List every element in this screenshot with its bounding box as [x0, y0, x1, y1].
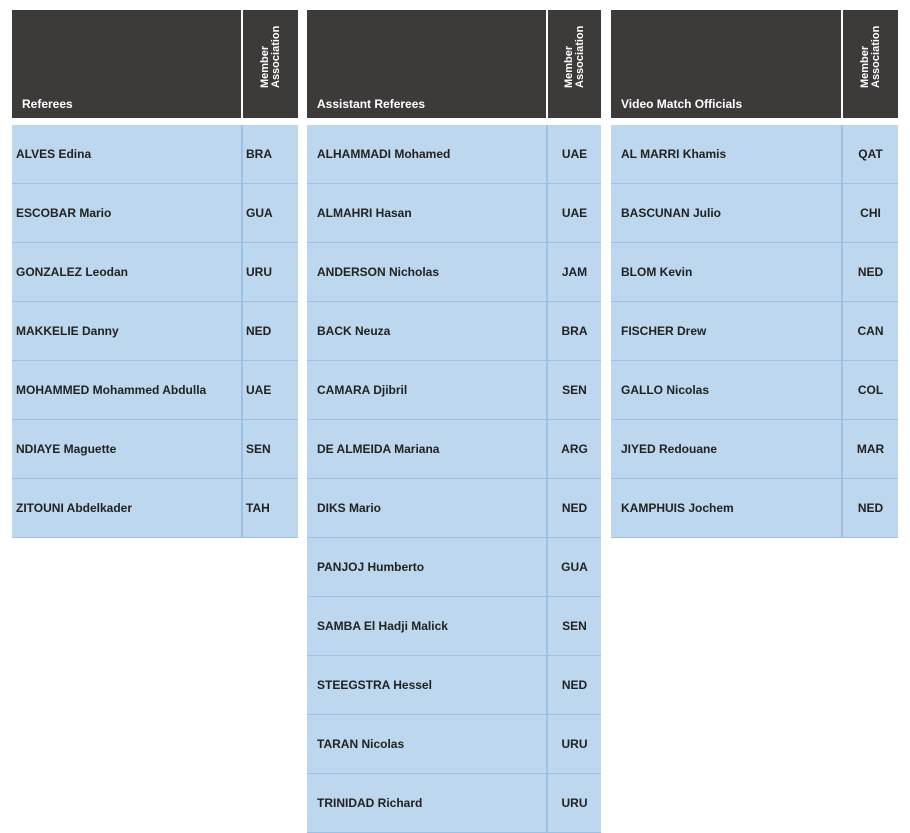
member-association-code: BRA [242, 125, 298, 184]
official-row [307, 125, 601, 184]
official-row [611, 361, 898, 420]
member-association-label: Member Association [258, 25, 282, 88]
video-match-officials-panel [611, 10, 898, 538]
member-association-code: NED [842, 243, 898, 302]
official-row [307, 715, 601, 774]
official-row [12, 302, 298, 361]
official-name: PANJOJ Humberto [307, 538, 547, 597]
official-name: ZITOUNI Abdelkader [12, 479, 242, 538]
video-match-officials-header: Video Match Officials [611, 10, 842, 118]
official-row [12, 184, 298, 243]
assistant-referees-header: Assistant Referees [307, 10, 547, 118]
member-association-code: SEN [547, 361, 601, 420]
official-row [611, 302, 898, 361]
member-association-code: JAM [547, 243, 601, 302]
member-association-code: SEN [242, 420, 298, 479]
official-name: BLOM Kevin [611, 243, 842, 302]
member-association-label: Member Association [858, 25, 882, 88]
official-name: ESCOBAR Mario [12, 184, 242, 243]
assistant-referees-rows [307, 125, 601, 833]
official-name: BACK Neuza [307, 302, 547, 361]
referees-table [12, 10, 298, 538]
official-row [611, 243, 898, 302]
official-row [307, 243, 601, 302]
assistant-referees-table [307, 10, 601, 833]
referees-rows [12, 125, 298, 538]
official-row [611, 184, 898, 243]
official-name: CAMARA Djibril [307, 361, 547, 420]
assistant-referees-panel [307, 10, 601, 833]
member-association-header [842, 10, 898, 118]
official-name: JIYED Redouane [611, 420, 842, 479]
official-name: SAMBA El Hadji Malick [307, 597, 547, 656]
official-name: GONZALEZ Leodan [12, 243, 242, 302]
member-association-code: UAE [547, 125, 601, 184]
member-association-code: COL [842, 361, 898, 420]
referees-header: Referees [12, 10, 242, 118]
official-name: ALVES Edina [12, 125, 242, 184]
official-row [611, 125, 898, 184]
official-row [12, 125, 298, 184]
member-association-header [547, 10, 601, 118]
official-name: KAMPHUIS Jochem [611, 479, 842, 538]
official-row [12, 420, 298, 479]
official-name: AL MARRI Khamis [611, 125, 842, 184]
referees-panel [12, 10, 298, 538]
official-name: ANDERSON Nicholas [307, 243, 547, 302]
member-association-label: Member Association [562, 25, 586, 88]
member-association-code: TAH [242, 479, 298, 538]
member-association-code: CHI [842, 184, 898, 243]
official-name: TRINIDAD Richard [307, 774, 547, 833]
member-association-code: BRA [547, 302, 601, 361]
official-row [611, 420, 898, 479]
official-name: MOHAMMED Mohammed Abdulla [12, 361, 242, 420]
member-association-code: UAE [242, 361, 298, 420]
member-association-code: NED [842, 479, 898, 538]
official-name: GALLO Nicolas [611, 361, 842, 420]
video-match-officials-table [611, 10, 898, 538]
official-name: TARAN Nicolas [307, 715, 547, 774]
official-row [307, 538, 601, 597]
official-name: ALMAHRI Hasan [307, 184, 547, 243]
official-name: MAKKELIE Danny [12, 302, 242, 361]
member-association-code: URU [242, 243, 298, 302]
member-association-code: URU [547, 715, 601, 774]
official-name: BASCUNAN Julio [611, 184, 842, 243]
member-association-code: QAT [842, 125, 898, 184]
official-row [307, 774, 601, 833]
member-association-code: NED [547, 479, 601, 538]
official-row [307, 656, 601, 715]
member-association-code: CAN [842, 302, 898, 361]
official-row [12, 479, 298, 538]
official-row [307, 361, 601, 420]
video-match-officials-rows [611, 125, 898, 538]
official-row [12, 361, 298, 420]
official-row [307, 479, 601, 538]
member-association-code: GUA [547, 538, 601, 597]
official-row [307, 597, 601, 656]
official-name: STEEGSTRA Hessel [307, 656, 547, 715]
member-association-code: MAR [842, 420, 898, 479]
official-name: NDIAYE Maguette [12, 420, 242, 479]
official-name: FISCHER Drew [611, 302, 842, 361]
member-association-code: NED [242, 302, 298, 361]
official-row [307, 302, 601, 361]
official-row [307, 184, 601, 243]
member-association-code: GUA [242, 184, 298, 243]
official-row [307, 420, 601, 479]
official-row [12, 243, 298, 302]
official-name: ALHAMMADI Mohamed [307, 125, 547, 184]
member-association-code: SEN [547, 597, 601, 656]
official-name: DIKS Mario [307, 479, 547, 538]
member-association-code: UAE [547, 184, 601, 243]
official-name: DE ALMEIDA Mariana [307, 420, 547, 479]
member-association-code: ARG [547, 420, 601, 479]
member-association-code: URU [547, 774, 601, 833]
member-association-header [242, 10, 298, 118]
official-row [611, 479, 898, 538]
member-association-code: NED [547, 656, 601, 715]
